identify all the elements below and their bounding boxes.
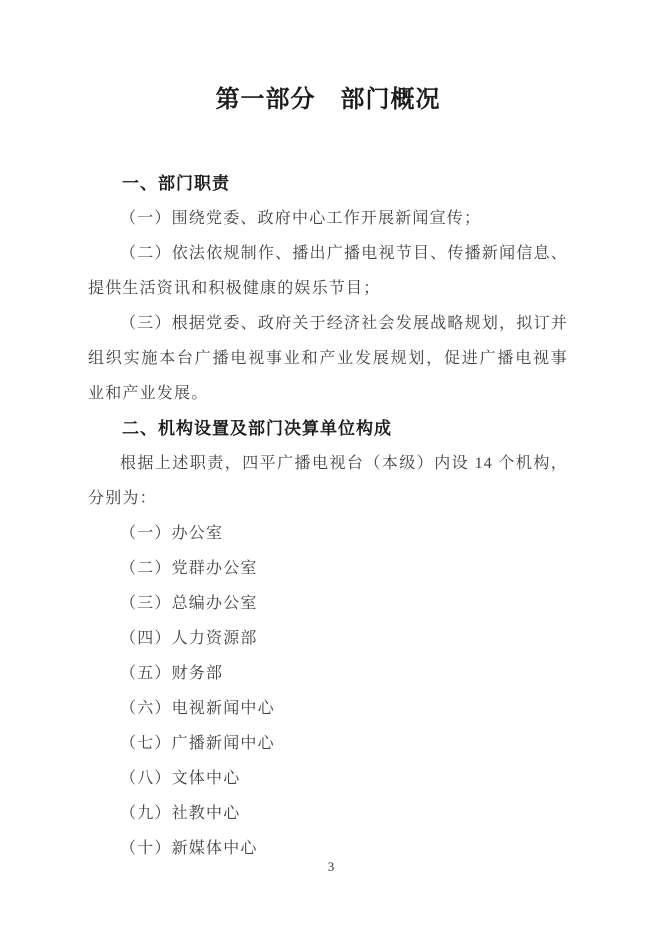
- list-item-finance-dept: （五）财务部: [120, 665, 224, 682]
- section-heading-structure: 二、机构设置及部门决算单位构成: [122, 419, 392, 438]
- list-item-social-education-center: （九）社教中心: [120, 805, 241, 822]
- paragraph-structure-intro: 根据上述职责，四平广播电视台（本级）内设 14 个机构，分别为：: [88, 455, 568, 507]
- paragraph-duty-3: （三）根据党委、政府关于经济社会发展战略规划，拟订并组织实施本台广播电视事业和产业发展规划，促进广播电视事业和产业发展。: [88, 315, 568, 402]
- paragraph-duty-2: （二）依法依规制作、播出广播电视节目、传播新闻信息、提供生活资讯和积极健康的娱乐节目；: [88, 245, 568, 297]
- list-item-party-office: （二）党群办公室: [120, 560, 258, 577]
- document-content: [88, 84, 568, 866]
- paragraph-duty-1: （一）围绕党委、政府中心工作开展新闻宣传；: [120, 210, 482, 227]
- list-item-tv-news-center: （六）电视新闻中心: [120, 700, 275, 717]
- list-item-editor-office: （三）总编办公室: [120, 595, 258, 612]
- document-body: [88, 166, 568, 866]
- list-item-hr-dept: （四）人力资源部: [120, 630, 258, 647]
- page-number: 3: [327, 859, 335, 874]
- list-item-culture-sports-center: （八）文体中心: [120, 770, 241, 787]
- list-item-new-media-center: （十）新媒体中心: [120, 840, 258, 857]
- page-title: 第一部分 部门概况: [215, 86, 441, 113]
- section-heading-duties: 一、部门职责: [122, 174, 230, 193]
- list-item-radio-news-center: （七）广播新闻中心: [120, 735, 275, 752]
- list-item-office: （一）办公室: [120, 525, 224, 542]
